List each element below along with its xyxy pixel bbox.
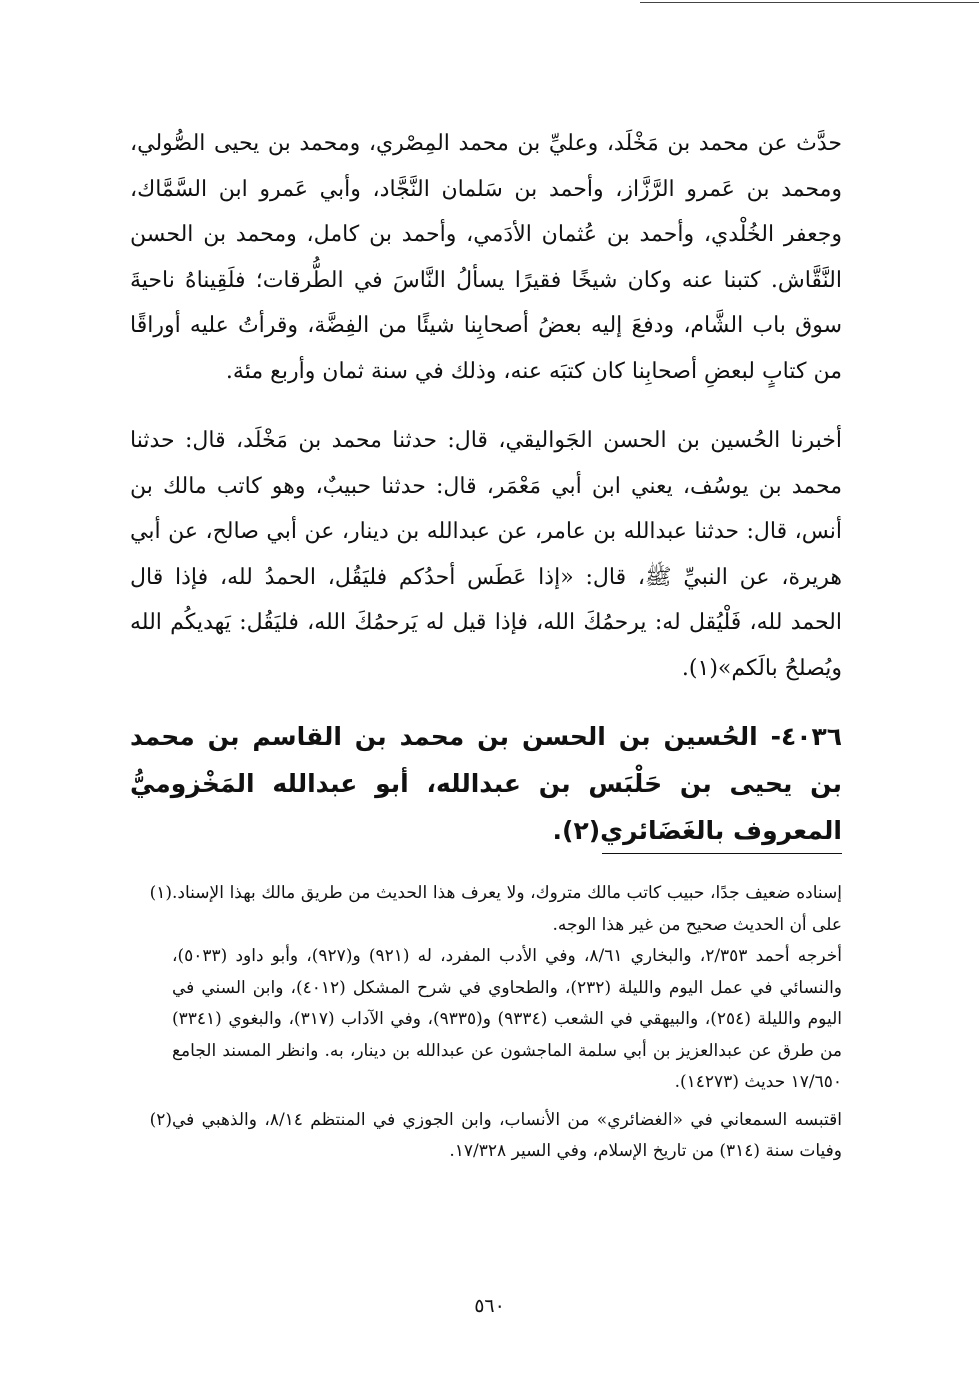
- footnote-text: اقتبسه السمعاني في «الغضائري» من الأنساب، وابن الجوزي في المنتظم ٨/١٤، والذهبي في وفيات سنة (٣١٤) من تاريخ الإسلام، وفي السير ١٧/٣٢٨.: [172, 1109, 842, 1161]
- footnote-number: (١): [149, 883, 172, 903]
- page-number: ٥٦٠: [474, 1295, 505, 1317]
- footnote-1: [130, 878, 842, 1099]
- footnote-separator: [602, 853, 842, 854]
- footnote-text: أخرجه أحمد ٢/٣٥٣، والبخاري ٨/٦١، وفي الأدب المفرد، له (٩٢١) و(٩٢٧)، وأبو داود (٥٠٣٣)، والنسائي في عمل اليوم والليلة (٢٣٢)، والطحاوي في شرح المشكل (٤٠١٢)، وابن السني في اليوم والليلة (٢٥٤)، والبيهقي في الشعب (٩٣٣٤) و(٩٣٣٥)، وفي الآداب (٣١٧)، والبغوي (٣٣٤١) من طرق عن عبدالعزيز بن أبي سلمة الماجشون عن عبدالله بن دينار، به. وانظر المسند الجامع ١٧/٦٥٠ حديث (١٤٢٧٣).: [172, 946, 843, 1092]
- footnote-body: [172, 878, 842, 1099]
- footnote-number: (٢): [149, 1109, 172, 1130]
- entry-heading: ٤٠٣٦- الحُسين بن الحسن بن محمد بن القاسم بن محمد بن يحيى بن حَلْبَس بن عبدالله، أبو عبدالله المَخْزوميُّ المعروف بالغَضَائري(٢).: [130, 722, 842, 845]
- footnotes: [130, 878, 842, 1168]
- hadith-paragraph: أخبرنا الحُسين بن الحسن الجَواليقي، قال: حدثنا محمد بن مَخْلَد، قال: حدثنا محمد بن يوسُف، يعني ابن أبي مَعْمَر، قال: حدثنا حبيبٌ، وهو كاتب مالك بن أنس، قال: حدثنا عبدالله بن عامر، عن عبدالله بن دينار، عن أبي صالح، عن أبي هريرة، عن النبيِّ ﷺ، قال: «إذا عَطَس أحدُكم فليَقُل، الحمدُ لله، فإذا قال الحمد لله، فَلْيُقل له: يرحمُكَ الله، فإذا قيل له يَرحمُكَ الله، فليَقُل: يَهديكُم الله ويُصلحُ بالَكم»(١).: [130, 428, 842, 681]
- biography-paragraph: حدَّث عن محمد بن مَخْلَد، وعليِّ بن محمد المِصْري، ومحمد بن يحيى الصُّولي، ومحمد بن عَمرو الرَّزَّاز، وأحمد بن سَلمان النَّجَّاد، وأبي عَمرو ابن السَّمَّاك، وجعفر الخُلْدي، وأحمد بن عُثمان الأدَمي، وأحمد بن كامل، ومحمد بن الحسن النَّقَّاش. كتبنا عنه وكان شيخًا فقيرًا يسألُ النَّاسَ في الطُّرقات؛ فلَقِيناهُ ناحيةَ سوق باب الشَّام، ودفعَ إليه بعضُ أصحابِنا شيئًا من الفِضَّة، وقرأتُ عليه أوراقًا من كتابٍ لبعضِ أصحابِنا كان كتبَه عنه، وذلك في سنة ثمان وأربع مئة.: [130, 131, 842, 384]
- footnote-2: [130, 1105, 842, 1168]
- page-body: [130, 115, 842, 854]
- footnote-body: [172, 1105, 842, 1168]
- top-border-line: [640, 2, 979, 3]
- footnote-text: إسناده ضعيف جدًا، حبيب كاتب مالك متروك، ولا يعرف هذا الحديث من طريق مالك بهذا الإسناد. على أن الحديث صحيح من غير هذا الوجه.: [172, 883, 842, 935]
